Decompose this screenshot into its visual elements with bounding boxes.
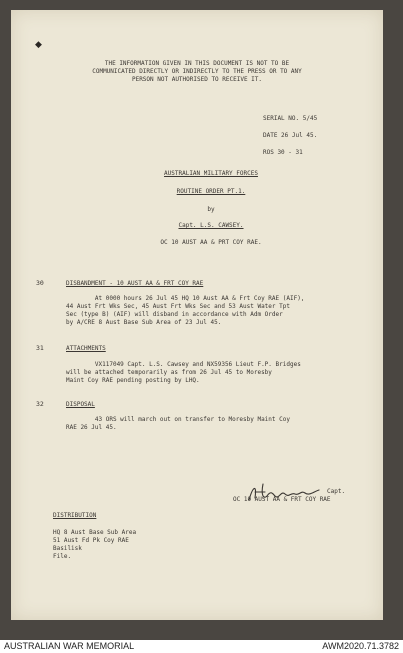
section-body-line: Sec (type B) (AIF) will disband in accordance with Adm Order: [66, 311, 283, 318]
document-sheet: [11, 10, 383, 620]
archive-reference: AWM2020.71.3782: [322, 641, 399, 651]
section-body-line: Maint Coy RAE pending posting by LHQ.: [66, 377, 200, 384]
distribution-title: DISTRIBUTION: [53, 512, 97, 519]
security-notice-line-2: COMMUNICATED DIRECTLY OR INDIRECTLY TO THE PRESS OR TO ANY: [92, 68, 302, 75]
section-body-line: 43 ORS will march out on transfer to Moresby Maint Coy: [66, 416, 290, 423]
ros-range: ROS 30 - 31: [263, 149, 303, 156]
pin-mark-icon: ◆: [35, 40, 42, 50]
distribution-item: 51 Aust Fd Pk Coy RAE: [53, 537, 129, 544]
signature-rank: Capt.: [327, 488, 346, 495]
distribution-item: File.: [53, 553, 72, 560]
section-body-line: At 0000 hours 26 Jul 45 HQ 10 Aust AA & Frt Coy RAE (AIF),: [66, 295, 305, 302]
serial-number: SERIAL NO. 5/45: [263, 115, 318, 122]
distribution-item: HQ 8 Aust Base Sub Area: [53, 529, 137, 536]
header-officer: Capt. L.S. CAWSEY.: [178, 222, 244, 229]
section-body-line: 44 Aust Frt Wks Sec, 45 Aust Frt Wks Sec and 53 Aust Water Tpt: [66, 303, 290, 310]
section-title: DISBANDMENT - 10 AUST AA & FRT COY RAE: [66, 280, 204, 287]
section-body-line: will be attached temporarily as from 26 Jul 45 to Moresby: [66, 369, 272, 376]
header-unit: OC 10 AUST AA & PRT COY RAE.: [160, 239, 262, 246]
header-by: by: [207, 206, 215, 213]
section-body-line: RAE 26 Jul 45.: [66, 424, 117, 431]
order-date: DATE 26 Jul 45.: [263, 132, 318, 139]
section-number: 30: [36, 279, 44, 287]
archive-footer: [0, 640, 403, 653]
section-title: ATTACHMENTS: [66, 345, 106, 352]
section-number: 31: [36, 344, 44, 352]
distribution-item: Basilisk: [53, 545, 82, 552]
security-notice-line-3: PERSON NOT AUTHORISED TO RECEIVE IT.: [131, 76, 263, 83]
security-notice-line-1: THE INFORMATION GIVEN IN THIS DOCUMENT IS NOT TO BE: [104, 60, 290, 67]
header-force: AUSTRALIAN MILITARY FORCES: [164, 170, 258, 177]
section-number: 32: [36, 400, 44, 408]
header-order-title: ROUTINE ORDER PT.1.: [176, 188, 246, 195]
section-body-line: by A/CRE 8 Aust Base Sub Area of 23 Jul 45.: [66, 319, 222, 326]
section-body-line: VX117049 Capt. L.S. Cawsey and NX59356 Lieut F.P. Bridges: [66, 361, 301, 368]
archive-name: AUSTRALIAN WAR MEMORIAL: [4, 641, 135, 651]
signature-unit: OC 10 AUST AA & FRT COY RAE: [233, 496, 331, 503]
section-title: DISPOSAL: [66, 401, 95, 408]
